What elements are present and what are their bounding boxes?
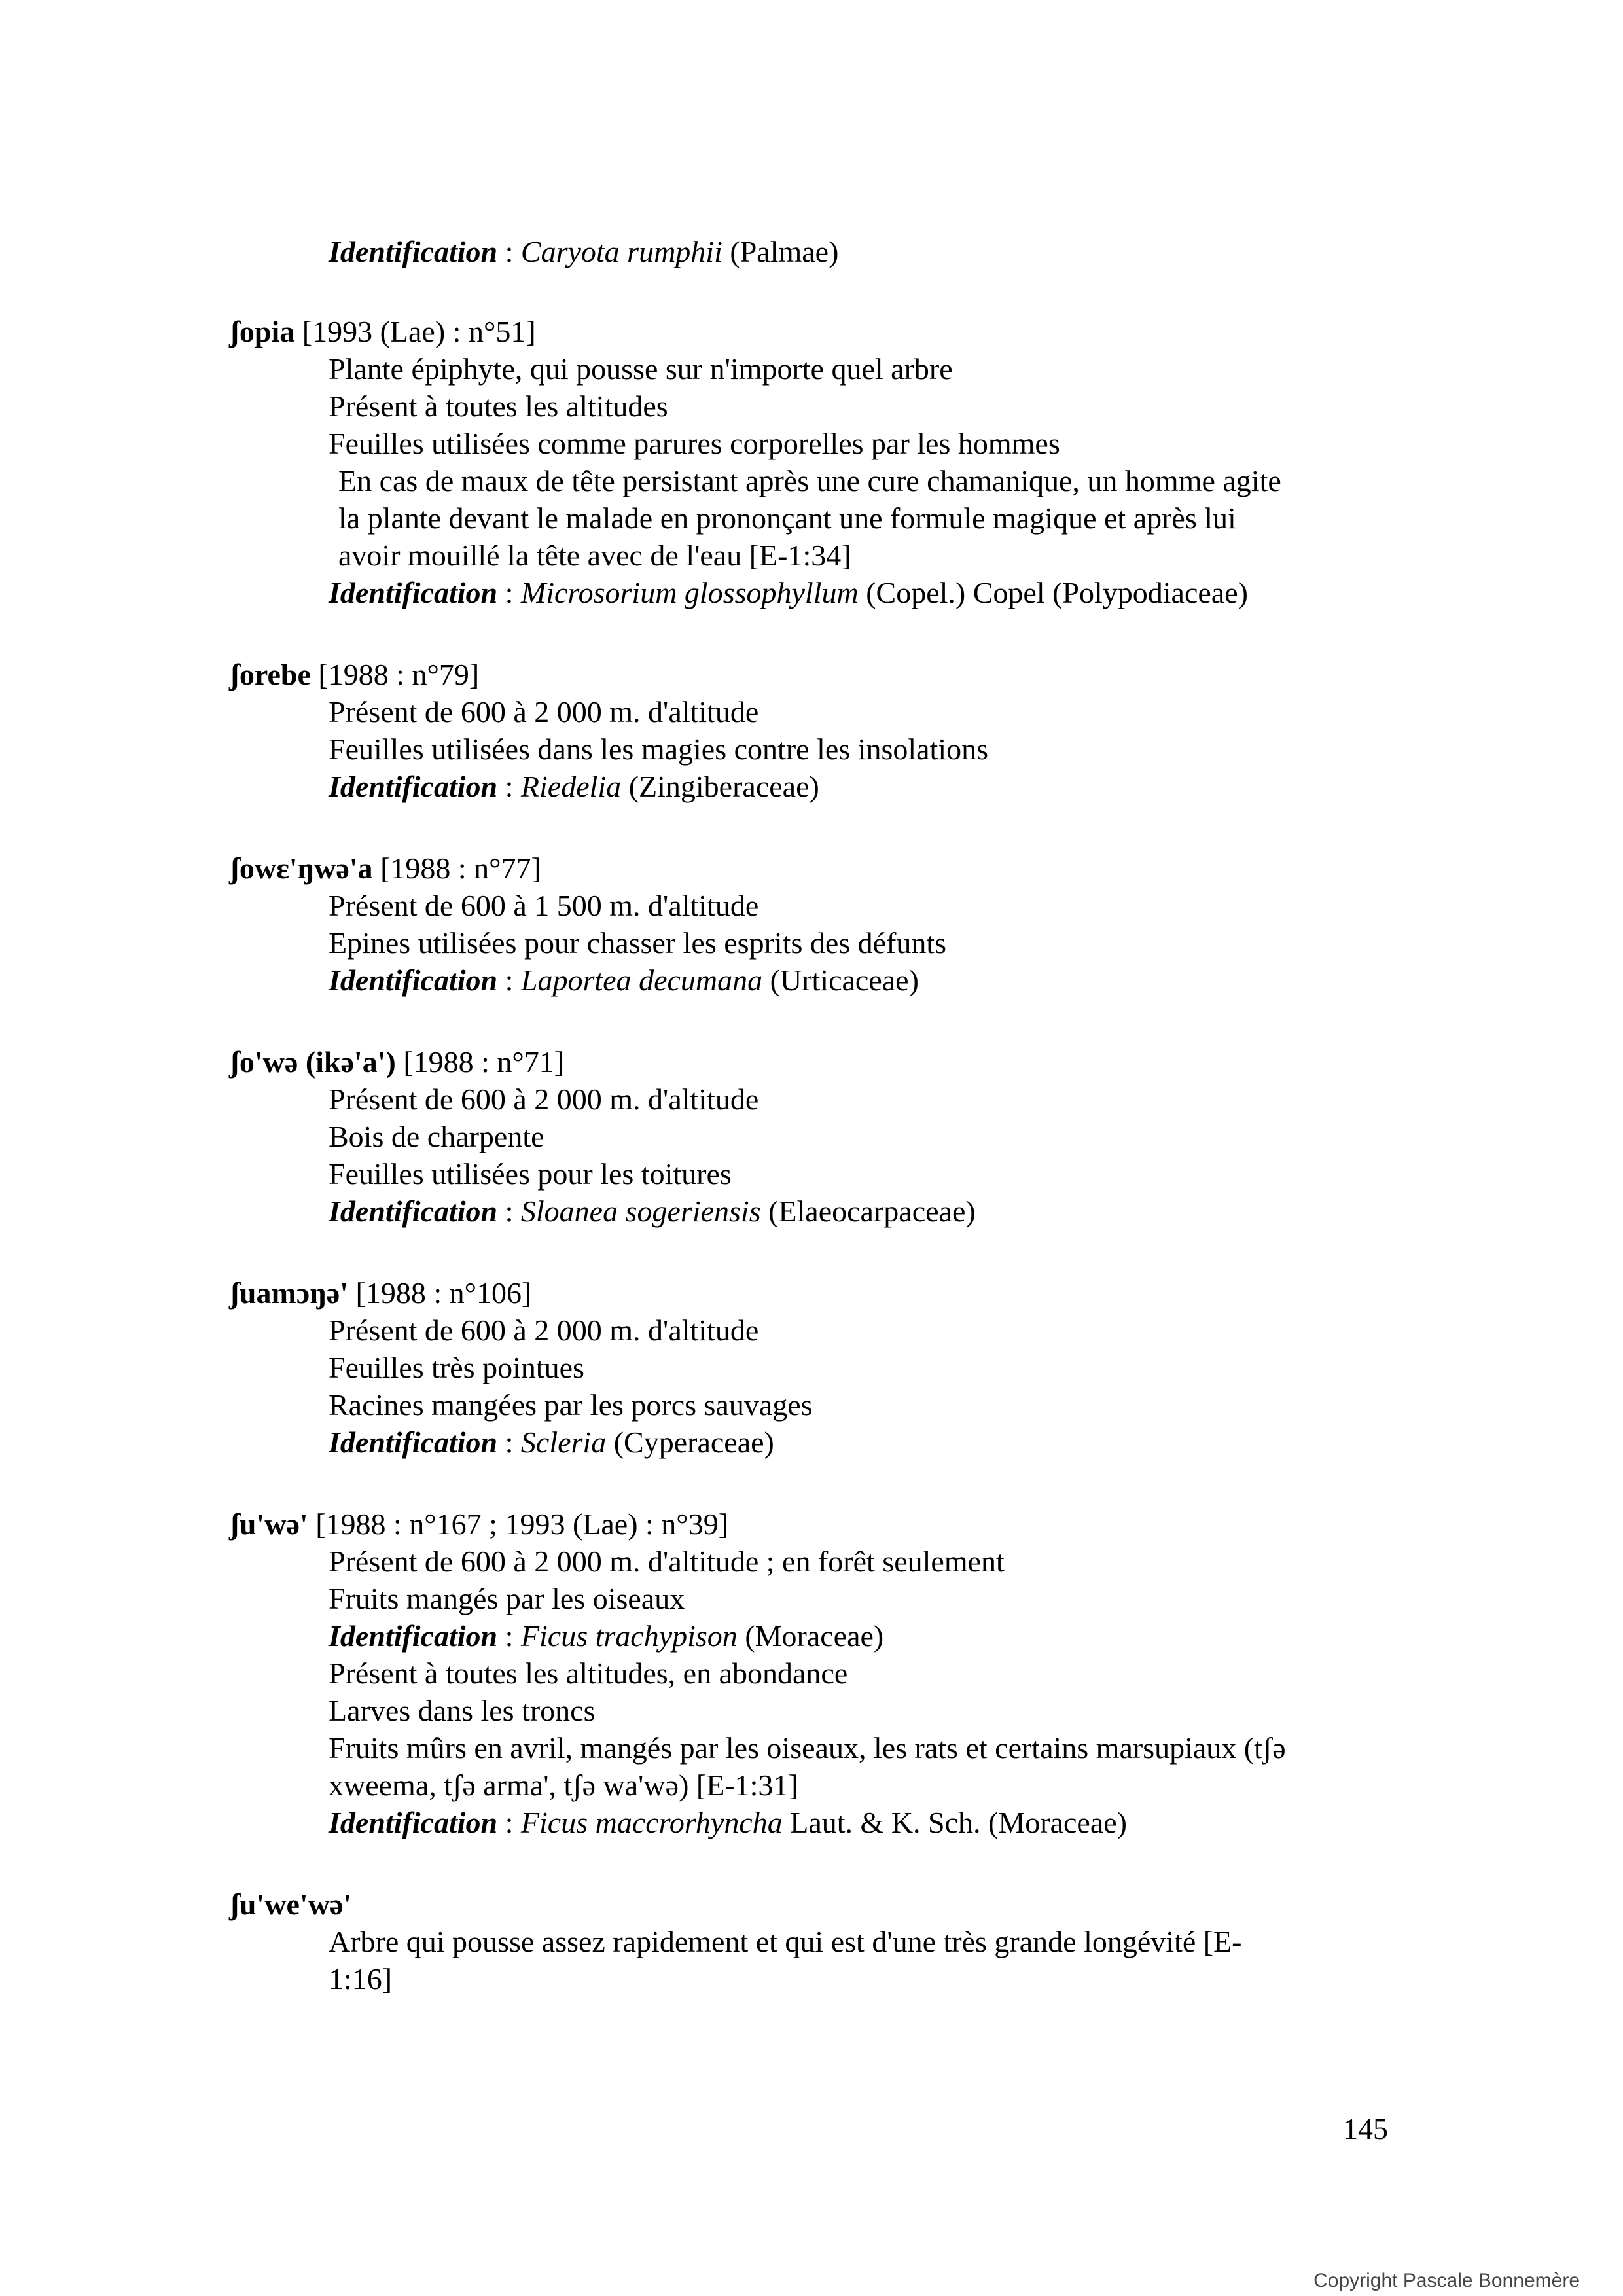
entry-headword-line <box>230 313 1513 350</box>
text-segment: Scleria <box>520 1426 607 1459</box>
text-segment: Présent à toutes les altitudes <box>329 389 668 423</box>
entries-container <box>230 233 1513 1998</box>
entry-line <box>329 768 1513 805</box>
copyright-notice: Copyright Pascale Bonnemère <box>1313 2270 1580 2291</box>
text-segment: Sloanea sogeriensis <box>520 1194 761 1228</box>
text-segment: Présent de 600 à 2 000 m. d'altitude <box>329 1314 759 1347</box>
text-segment: Laut. & K. Sch. (Moraceae) <box>782 1806 1128 1839</box>
text-segment: Feuilles utilisées pour les toitures <box>329 1157 732 1191</box>
text-segment: (Elaeocarpaceae) <box>760 1194 976 1228</box>
text-segment: : <box>497 1806 521 1839</box>
entry-line <box>329 425 1513 462</box>
entry <box>230 656 1513 805</box>
entry-line <box>329 1118 1513 1155</box>
text-segment: Ficus trachypison <box>520 1619 738 1653</box>
text-segment: Identification <box>329 235 498 268</box>
text-segment: Riedelia <box>520 770 622 803</box>
reference: [1988 : n°79] <box>318 658 480 691</box>
text-segment: Identification <box>329 1806 498 1839</box>
reference: [1988 : n°167 ; 1993 (Lae) : n°39] <box>315 1507 729 1541</box>
text-segment: : <box>497 1426 521 1459</box>
entry-line <box>329 1804 1513 1841</box>
text-segment: : <box>497 963 521 997</box>
text-segment: Larves dans les troncs <box>329 1694 596 1727</box>
text-segment: Feuilles utilisées dans les magies contre les insolations <box>329 732 989 766</box>
text-segment: Présent de 600 à 1 500 m. d'altitude <box>329 889 759 922</box>
entry-line <box>329 1580 1513 1617</box>
entry <box>230 850 1513 999</box>
text-segment: Epines utilisées pour chasser les esprits des défunts <box>329 926 947 960</box>
text-segment: xweema, tʃə arma', tʃə wa'wə) [E-1:31] <box>329 1768 798 1802</box>
entry <box>230 313 1513 611</box>
text-segment: Arbre qui pousse assez rapidement et qui est d'une très grande longévité [E- <box>329 1925 1242 1958</box>
text-segment: Fruits mangés par les oiseaux <box>329 1582 685 1615</box>
text-segment: (Palmae) <box>722 235 839 268</box>
entry-line <box>329 693 1513 730</box>
text-segment: Fruits mûrs en avril, mangés par les oiseaux, les rats et certains marsupiaux (tʃə <box>329 1731 1286 1765</box>
text-segment: Caryota rumphii <box>520 235 722 268</box>
reference: [1988 : n°71] <box>403 1045 565 1079</box>
text-segment: Présent de 600 à 2 000 m. d'altitude <box>329 695 759 728</box>
text-segment: (Copel.) Copel (Polypodiaceae) <box>858 576 1248 609</box>
entry-line <box>329 1655 1513 1692</box>
entry-line <box>338 537 1513 574</box>
entry-line <box>329 1312 1513 1349</box>
entry-line <box>329 1386 1513 1424</box>
entry <box>230 1274 1513 1461</box>
entry-headword-line <box>230 656 1513 693</box>
text-segment: : <box>497 770 521 803</box>
entry <box>230 1886 1513 1998</box>
text-segment: : <box>497 1619 521 1653</box>
entry-line <box>329 1923 1513 1960</box>
text-segment: Microsorium glossophyllum <box>520 576 859 609</box>
text-segment: Feuilles utilisées comme parures corporelles par les hommes <box>329 427 1060 460</box>
entry-headword-line <box>230 1274 1513 1312</box>
headword: ʃuamɔŋə' <box>230 1276 349 1310</box>
entry-line <box>329 574 1513 611</box>
text-segment: Identification <box>329 576 498 609</box>
headword: ʃu'we'wə' <box>230 1888 352 1921</box>
entry-line <box>329 1617 1513 1655</box>
text-segment: Identification <box>329 1619 498 1653</box>
text-segment: Feuilles très pointues <box>329 1351 584 1384</box>
text-segment: (Urticaceae) <box>762 963 919 997</box>
headword: ʃo'wə (ikə'a') <box>230 1045 396 1079</box>
text-segment: En cas de maux de tête persistant après une cure chamanique, un homme agite <box>338 464 1281 497</box>
entry-line <box>329 1729 1513 1767</box>
text-segment: Ficus maccrorhyncha <box>520 1806 783 1839</box>
entry-line <box>329 1692 1513 1729</box>
orphan-identification-line <box>329 233 1513 270</box>
entry-line <box>329 1193 1513 1230</box>
text-segment: Présent à toutes les altitudes, en abondance <box>329 1657 848 1690</box>
reference: [1988 : n°106] <box>355 1276 532 1310</box>
text-segment: (Zingiberaceae) <box>621 770 819 803</box>
text-segment: Présent de 600 à 2 000 m. d'altitude ; en forêt seulement <box>329 1545 1005 1578</box>
entry-line <box>329 1349 1513 1386</box>
entry <box>230 1505 1513 1841</box>
entry-line <box>329 961 1513 999</box>
text-segment: (Cyperaceae) <box>606 1426 774 1459</box>
text-segment: Laportea decumana <box>520 963 763 997</box>
text-segment: (Moraceae) <box>737 1619 884 1653</box>
entry-line <box>329 1081 1513 1118</box>
text-segment: : <box>497 1194 521 1228</box>
text-segment: Présent de 600 à 2 000 m. d'altitude <box>329 1083 759 1116</box>
entry-line <box>338 462 1513 499</box>
text-segment: Identification <box>329 1426 498 1459</box>
text-segment: : <box>497 576 521 609</box>
entry-headword-line <box>230 1043 1513 1081</box>
text-segment: : <box>497 235 521 268</box>
entry-headword-line <box>230 850 1513 887</box>
text-segment: 1:16] <box>329 1962 393 1996</box>
entry-line <box>329 1543 1513 1580</box>
entry-line <box>329 1767 1513 1804</box>
headword: ʃorebe <box>230 658 311 691</box>
entry <box>230 1043 1513 1230</box>
text-segment: Identification <box>329 770 498 803</box>
text-segment: Racines mangées par les porcs sauvages <box>329 1388 813 1422</box>
headword: ʃowɛ'ŋwə'a <box>230 852 373 885</box>
reference: [1988 : n°77] <box>380 852 541 885</box>
entry-line <box>329 1155 1513 1193</box>
entry-line <box>329 1960 1513 1998</box>
entry-line <box>338 499 1513 537</box>
text-segment: la plante devant le malade en prononçant une formule magique et après lui <box>338 501 1236 535</box>
entry-line <box>329 1424 1513 1461</box>
headword: ʃopia <box>230 315 295 348</box>
entry-line <box>329 887 1513 924</box>
text-segment: Bois de charpente <box>329 1120 544 1153</box>
entry-line <box>329 924 1513 961</box>
text-segment: Plante épiphyte, qui pousse sur n'importe quel arbre <box>329 352 953 386</box>
entry-line <box>329 350 1513 387</box>
headword: ʃu'wə' <box>230 1507 308 1541</box>
entry-headword-line <box>230 1886 1513 1923</box>
entry-line <box>329 730 1513 768</box>
text-segment: avoir mouillé la tête avec de l'eau [E-1:34] <box>338 539 851 572</box>
entry-headword-line <box>230 1505 1513 1543</box>
reference: [1993 (Lae) : n°51] <box>302 315 536 348</box>
text-segment: Identification <box>329 963 498 997</box>
entry-line <box>329 387 1513 425</box>
text-segment: Identification <box>329 1194 498 1228</box>
page-number: 145 <box>1343 2112 1388 2145</box>
